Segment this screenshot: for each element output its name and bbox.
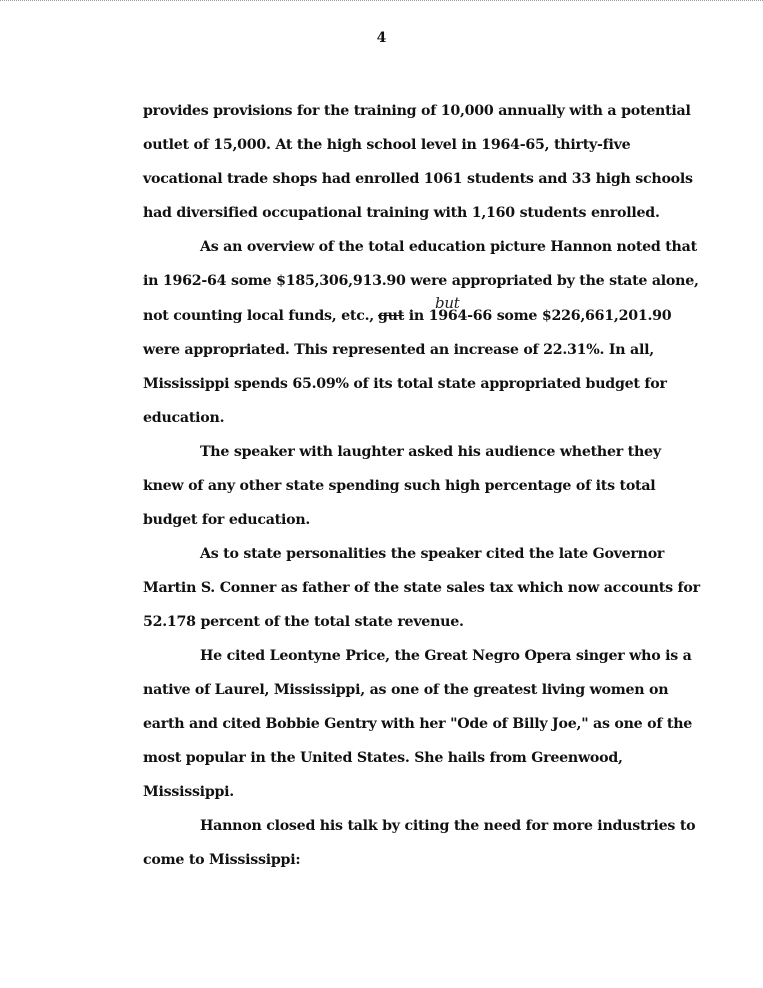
paragraph-training-statistics: provides provisions for the training of 10,000 annually with a potential outlet of 15,000. At the high school level in 1964-65, thirty-five vocational trade shops had enrolled 1061 students and 33 high schools had diversified occupational training with 1,160 students enrolled. [143, 103, 693, 221]
handwritten-correction: but [435, 294, 460, 312]
page-number: 4 [376, 30, 387, 46]
struck-word: gut [378, 308, 405, 324]
document-body [143, 94, 703, 877]
paragraph-state-personalities: As to state personalities the speaker cited the late Governor Martin S. Conner as father of the state sales tax which now accounts for 52.178 percent of the total state revenue. [143, 546, 700, 630]
page-top-border [0, 0, 763, 1]
overview-text-after: in 1964-66 some $226,661,201.90 were appropriated. This represented an increase of 22.31%. In all, Mississippi spends 65.09% of its total state appropriated budget for education. [143, 308, 672, 426]
paragraph-education-overview [143, 230, 703, 435]
paragraph-notable-figures: He cited Leontyne Price, the Great Negro Opera singer who is a native of Laurel, Mississippi, as one of the greatest living women on earth and cited Bobbie Gentry with her "Ode of Billy Joe," as one of the most popular in the United States. She hails from Greenwood, Mississippi. [143, 648, 693, 800]
paragraph-closing: Hannon closed his talk by citing the need for more industries to come to Mississippi: [143, 818, 696, 868]
paragraph-audience-question: The speaker with laughter asked his audience whether they knew of any other state spending such high percentage of its total budget for education. [143, 444, 661, 528]
overview-text-before: As an overview of the total education picture Hannon noted that in 1962-64 some $185,306,913.90 were appropriated by the state alone, not counting local funds, etc., [143, 239, 699, 324]
